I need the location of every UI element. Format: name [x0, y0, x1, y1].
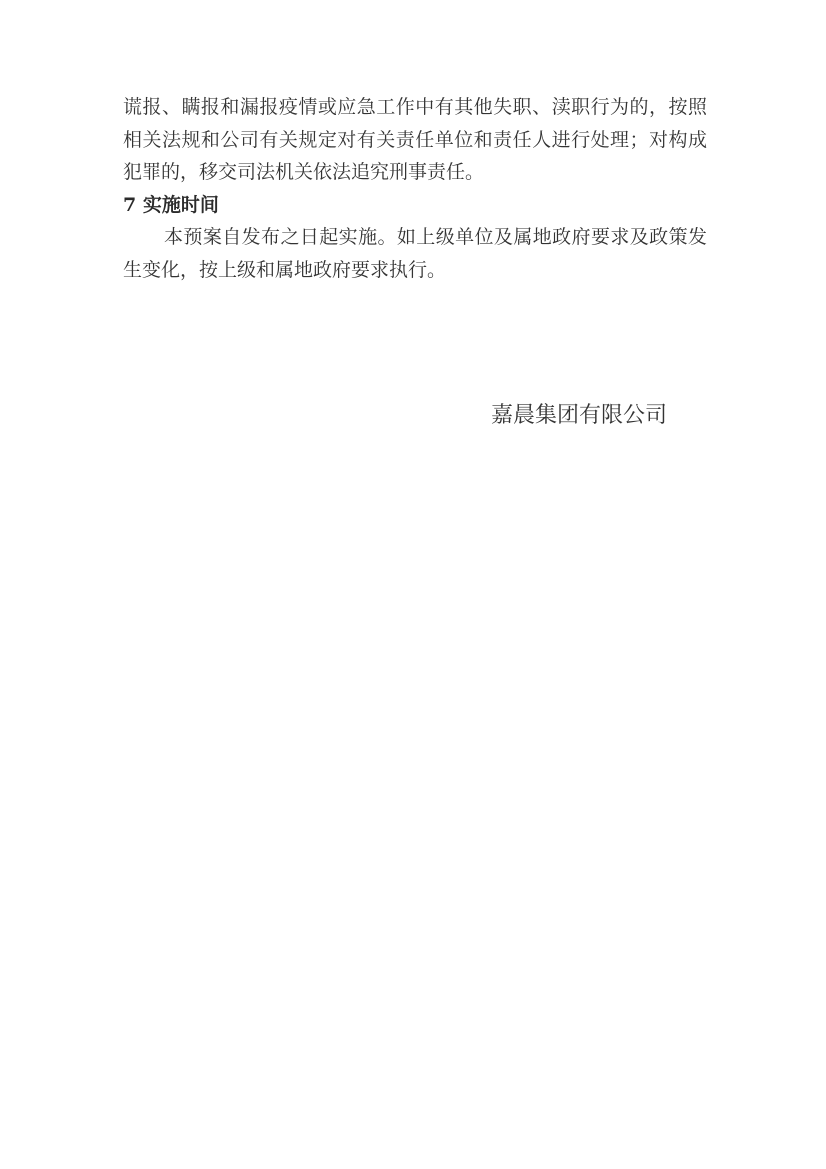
- company-signature: 嘉晨集团有限公司: [490, 403, 667, 428]
- text-line: 犯罪的，移交司法机关依法追究刑事责任。: [123, 161, 485, 184]
- section-7-heading: 7 实施时间: [123, 193, 219, 216]
- text-line: 本预案自发布之日起实施。如上级单位及属地政府要求及政策发: [164, 226, 707, 249]
- document-body: [123, 91, 707, 287]
- text-line: 生变化，按上级和属地政府要求执行。: [123, 258, 447, 281]
- paragraph-accountability: [123, 91, 707, 189]
- text-line: 相关法规和公司有关规定对有关责任单位和责任人进行处理；对构成: [123, 128, 707, 151]
- text-line: 谎报、瞒报和漏报疫情或应急工作中有其他失职、渎职行为的，按照: [123, 96, 707, 118]
- paragraph-implementation: [123, 221, 707, 286]
